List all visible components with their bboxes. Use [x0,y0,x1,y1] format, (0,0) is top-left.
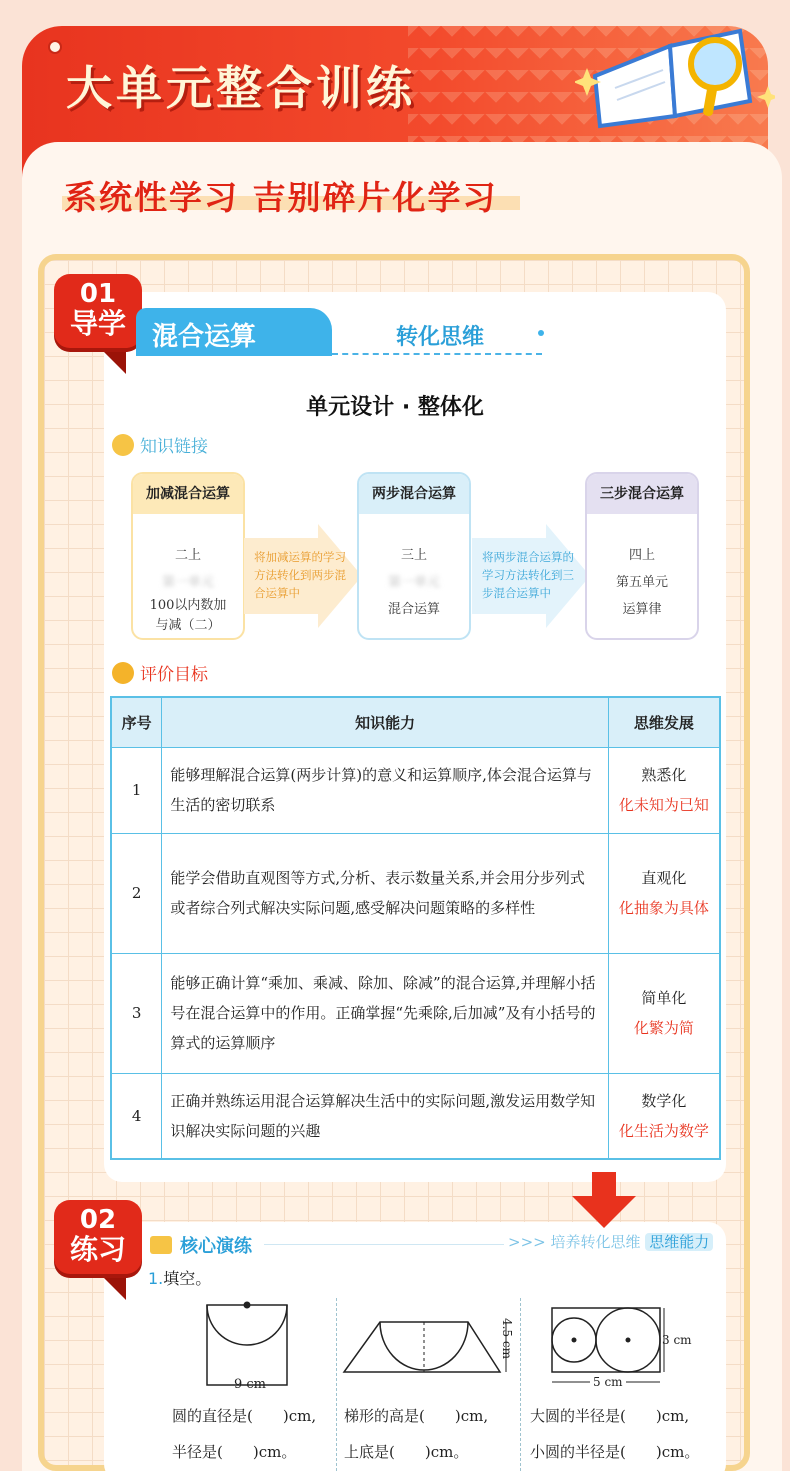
down-arrow-icon [572,1172,636,1228]
row-dev [608,833,720,953]
flow-unit: 第一单元 [161,575,214,590]
dev-name: 数学化 [641,1091,687,1110]
evaluation-table [110,696,721,1160]
divider [264,1244,504,1245]
divider [336,1298,337,1471]
table-row [111,953,720,1073]
flow-topic: 运算律 [622,602,662,617]
divider [520,1298,521,1471]
book-magnifier-icon [575,6,775,136]
fig3-line2: 小圆的半径是( )cm。 [530,1443,700,1461]
flow-box-three-step [585,472,699,640]
tab-dot [538,330,544,336]
row-no: 4 [111,1073,162,1159]
tab-mixed-operation[interactable]: 混合运算 [136,308,332,356]
core-practice-label: 核心演练 [180,1236,252,1257]
tab-transform-thinking[interactable]: 转化思维 [396,325,485,350]
flow-grade: 四上 [628,548,655,563]
section-number: 01 [79,279,117,309]
flow-arrow-text: 将两步混合运算的学习方法转化到三步混合运算中 [482,550,574,600]
slogan-text: >>> 培养转化思维 [508,1233,641,1251]
flow-box-title: 两步混合运算 [359,474,469,514]
dev-name: 熟悉化 [641,766,687,784]
slogan-pill: 思维能力 [645,1233,713,1251]
flow-box-two-step [357,472,471,640]
dev-desc: 化生活为数学 [618,1121,709,1140]
flow-arrow-2 [472,524,592,628]
flow-topic: 100以内数加 [149,598,227,613]
fig1-line2: 半径是( )cm。 [172,1443,297,1461]
evaluation-section [112,660,208,685]
row-text: 能够正确计算“乘加、乘减、除加、除减”的混合运算,并理解小括号在混合运算中的作用。正确掌握“先乘除,后加减”及有小括号的算式的运算顺序 [162,953,608,1073]
header-no: 序号 [111,697,162,747]
header-thinking: 思维发展 [608,697,720,747]
row-dev [608,1073,720,1159]
binder-hole [48,40,62,54]
row-no: 3 [111,953,162,1073]
flow-unit: 第五单元 [615,575,668,590]
page-subtitle: 系统性学习 吉别碎片化学习 [64,178,498,217]
fig2-label: 4.5 cm [500,1318,514,1359]
row-no: 1 [111,747,162,833]
question-number: 1. [148,1269,164,1288]
page-title: 大单元整合训练 [66,61,416,115]
row-dev [608,747,720,833]
section-label: 导学 [69,307,126,340]
flow-grade: 三上 [400,548,427,563]
section-number: 02 [79,1205,117,1235]
knowledge-link-section [112,432,208,457]
flow-box-add-sub [131,472,245,640]
question-text: 填空。 [163,1269,212,1288]
header-ability: 知识能力 [162,697,608,747]
flow-arrow-1 [244,524,364,628]
knowledge-link-label: 知识链接 [140,437,208,457]
table-row [111,1073,720,1159]
table-header-row [111,697,720,747]
row-dev [608,953,720,1073]
dev-desc: 化繁为简 [633,1019,694,1037]
tag-fold [104,352,126,374]
figure-trapezoid [340,1298,520,1378]
question-1 [148,1266,211,1289]
flower-icon [112,662,134,684]
tag-fold [104,1278,126,1300]
notebook-icon [150,1236,172,1254]
fig3-line1: 大圆的半径是( )cm, [530,1407,690,1425]
dev-desc: 化未知为已知 [618,796,709,814]
dev-desc: 化抽象为具体 [618,899,709,917]
dev-name: 简单化 [641,989,687,1007]
section-label: 练习 [69,1233,126,1266]
row-no: 2 [111,833,162,953]
dev-name: 直观化 [641,869,687,887]
link-icon [112,434,134,456]
fig3-label-height: 3 cm [662,1333,692,1347]
section-tag-02 [54,1200,142,1274]
fig1-line1: 圆的直径是( )cm, [172,1407,317,1425]
row-text: 正确并熟练运用混合运算解决生活中的实际问题,激发运用数学知识解决实际问题的兴趣 [162,1073,608,1159]
flow-box-title: 三步混合运算 [587,474,697,514]
core-practice-heading [150,1232,252,1258]
fig1-label: 9 cm [234,1377,267,1392]
row-text: 能学会借助直观图等方式,分析、表示数量关系,并会用分步列式或者综合列式解决实际问题,感受解决问题策略的多样性 [162,833,608,953]
fig2-line2: 上底是( )cm。 [344,1443,469,1461]
flow-unit: 第一单元 [387,575,440,590]
fig3-label-width: 5 cm [590,1374,626,1390]
table-row [111,833,720,953]
slogan [508,1231,713,1252]
flow-topic-2: 与减（二） [155,618,221,633]
row-text: 能够理解混合运算(两步计算)的意义和运算顺序,体会混合运算与生活的密切联系 [162,747,608,833]
flow-topic: 混合运算 [387,602,440,617]
fig2-line1: 梯形的高是( )cm, [344,1407,489,1425]
section-tag-01 [54,274,142,348]
table-row [111,747,720,833]
flow-arrow-text: 将加减运算的学习方法转化到两步混合运算中 [254,550,346,600]
flow-grade: 二上 [174,548,201,563]
evaluation-label: 评价目标 [140,665,208,685]
flow-box-title: 加减混合运算 [133,474,243,514]
tab-underline [332,353,542,355]
unit-design-heading: 单元设计 · 整体化 [306,395,484,420]
